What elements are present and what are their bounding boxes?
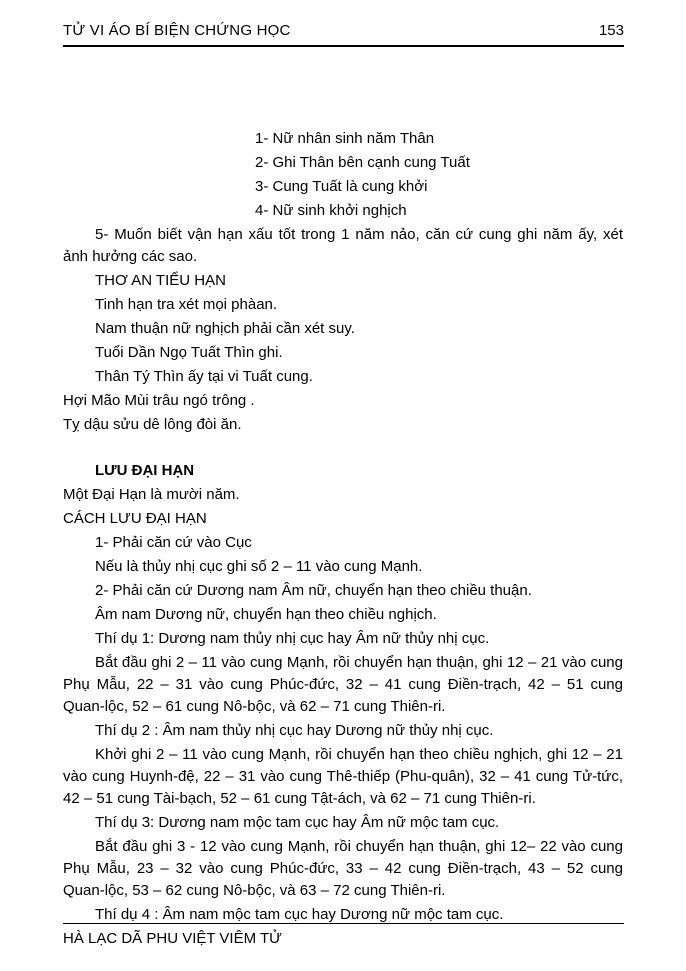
rule-2-note: Âm nam Dương nữ, chuyển hạn theo chiều nghịch. (95, 606, 437, 623)
step-item-1: 1- Nữ nhân sinh năm Thân (255, 130, 435, 147)
rule-2: 2- Phải căn cứ Dương nam Âm nữ, chuyển hạn theo chiều thuận. (95, 582, 532, 599)
poem-title: THƠ AN TIỂU HẠN (95, 272, 226, 289)
poem-line-6: Tỵ dậu sửu dê lông đòi ăn. (63, 416, 242, 433)
poem-line-4: Thân Tý Thìn ấy tại vi Tuất cung. (95, 368, 313, 385)
subsection-heading: CÁCH LƯU ĐẠI HẠN (63, 510, 207, 527)
poem-line-3: Tuổi Dần Ngọ Tuất Thìn ghi. (95, 344, 283, 361)
section-intro: Một Đại Hạn là mười năm. (63, 486, 240, 503)
page-footer (63, 923, 624, 950)
step-item-5: 5- Muốn biết vận hạn xấu tốt trong 1 năm nảo, căn cứ cung ghi năm ấy, xét ảnh hưởng các sao. (63, 226, 623, 265)
example-1-body: Bắt đầu ghi 2 – 11 vào cung Mạnh, rồi chuyển hạn thuận, ghi 12 – 21 vào cung Phụ Mẫu, 22 – 31 vào cung Phúc-đức, 32 – 41 cung Điền-trạch, 42 – 51 cung Quan-lộc, 52 – 61 cung Nô-bộc, và 62 – 71 cung Thiên-ri. (63, 654, 623, 715)
rule-1: 1- Phải căn cứ vào Cục (95, 534, 252, 551)
step-item-3: 3- Cung Tuất là cung khởi (255, 178, 428, 195)
example-2-title: Thí dụ 2 : Âm nam thủy nhị cục hay Dương nữ thủy nhị cục. (95, 722, 494, 739)
example-2-body: Khởi ghi 2 – 11 vào cung Mạnh, rồi chuyển hạn theo chiều nghịch, ghi 12 – 21 vào cung Huynh-đệ, 22 – 31 vào cung Thê-thiếp (Phu-quân), 32 – 41 cung Tử-tức, 42 – 51 cung Tài-bạch, 52 – 61 cung Tật-ách, và 62 – 71 cung Thiên-ri. (63, 746, 623, 807)
poem-line-2: Nam thuận nữ nghịch phải cần xét suy. (95, 320, 355, 337)
page-content (63, 128, 623, 928)
section-heading: LƯU ĐẠI HẠN (95, 462, 195, 479)
example-3-title: Thí dụ 3: Dương nam mộc tam cục hay Âm nữ mộc tam cục. (95, 814, 500, 831)
example-1-title: Thí dụ 1: Dương nam thủy nhị cục hay Âm nữ thủy nhị cục. (95, 630, 490, 647)
step-item-4: 4- Nữ sinh khởi nghịch (255, 202, 407, 219)
example-3-body: Bắt đầu ghi 3 - 12 vào cung Mạnh, rồi chuyển hạn thuận, ghi 12– 22 vào cung Phụ Mẫu, 23 – 32 vào cung Phúc-đức, 33 – 42 cung Điền-trạch, 43 – 52 cung Quan-lộc, 53 – 62 cung Nô-bộc, và 63 – 72 cung Thiên-ri. (63, 838, 623, 899)
example-4-title: Thí dụ 4 : Âm nam mộc tam cục hay Dương nữ mộc tam cục. (95, 906, 504, 923)
step-item-2: 2- Ghi Thân bên cạnh cung Tuất (255, 154, 470, 171)
poem-line-5: Hợi Mão Mùi trâu ngó trông . (63, 392, 255, 409)
page-header (63, 20, 624, 47)
footer-author: HÀ LẠC DÃ PHU VIỆT VIÊM TỬ (63, 930, 282, 947)
page-number: 153 (598, 22, 624, 39)
poem-line-1: Tinh hạn tra xét mọi phàan. (95, 296, 278, 313)
rule-1-note: Nếu là thủy nhị cục ghi số 2 – 11 vào cung Mạnh. (95, 558, 423, 575)
running-title: TỬ VI ÁO BÍ BIỆN CHỨNG HỌC (63, 22, 291, 39)
